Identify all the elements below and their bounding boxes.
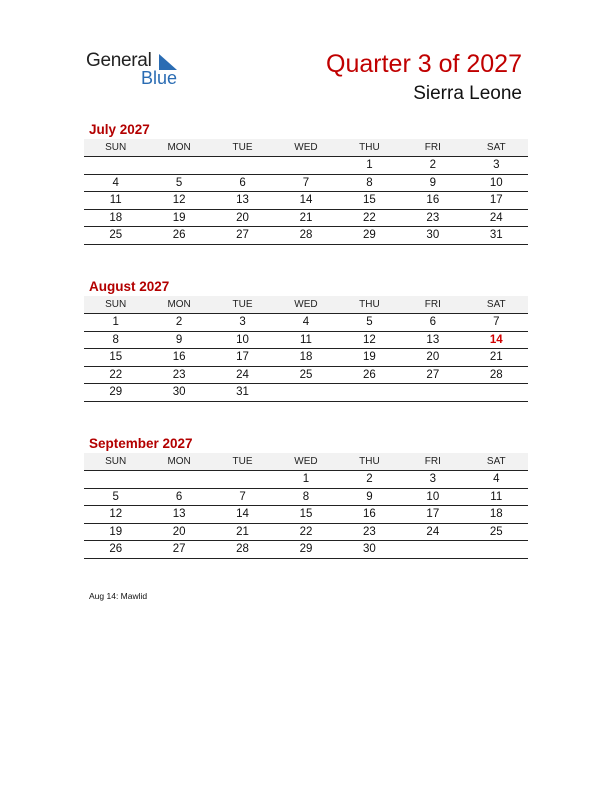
day-cell: 21 bbox=[211, 523, 274, 541]
day-cell: 8 bbox=[274, 488, 337, 506]
day-cell: 11 bbox=[274, 331, 337, 349]
week-row bbox=[84, 157, 528, 175]
day-cell: 13 bbox=[401, 331, 464, 349]
week-row bbox=[84, 384, 528, 402]
day-cell: 6 bbox=[401, 314, 464, 332]
calendar-table bbox=[84, 296, 528, 402]
day-cell: 27 bbox=[211, 227, 274, 245]
empty-day-cell bbox=[274, 384, 337, 402]
weekday-header: SUN bbox=[84, 453, 147, 471]
day-cell: 5 bbox=[338, 314, 401, 332]
week-row bbox=[84, 331, 528, 349]
day-cell: 15 bbox=[274, 506, 337, 524]
month-title: September 2027 bbox=[89, 436, 193, 451]
day-cell: 21 bbox=[465, 349, 528, 367]
day-cell: 7 bbox=[274, 174, 337, 192]
calendar-table bbox=[84, 453, 528, 559]
logo-word-blue: Blue bbox=[141, 68, 178, 88]
day-cell: 17 bbox=[465, 192, 528, 210]
day-cell: 3 bbox=[465, 157, 528, 175]
logo-word-general: General bbox=[86, 50, 152, 71]
day-cell: 3 bbox=[211, 314, 274, 332]
weekday-header: THU bbox=[338, 453, 401, 471]
day-cell: 2 bbox=[401, 157, 464, 175]
empty-day-cell bbox=[401, 384, 464, 402]
week-row bbox=[84, 174, 528, 192]
day-cell: 29 bbox=[338, 227, 401, 245]
day-cell: 10 bbox=[211, 331, 274, 349]
day-cell: 4 bbox=[274, 314, 337, 332]
empty-day-cell bbox=[147, 157, 210, 175]
day-cell: 30 bbox=[401, 227, 464, 245]
month-block-august bbox=[84, 278, 528, 402]
day-cell: 9 bbox=[401, 174, 464, 192]
weekday-header: FRI bbox=[401, 453, 464, 471]
weekday-header-row bbox=[84, 453, 528, 471]
day-cell: 2 bbox=[338, 471, 401, 489]
day-cell: 26 bbox=[338, 366, 401, 384]
day-cell: 4 bbox=[465, 471, 528, 489]
week-row bbox=[84, 192, 528, 210]
holiday-notes bbox=[89, 591, 147, 601]
day-cell: 20 bbox=[147, 523, 210, 541]
day-cell: 1 bbox=[84, 314, 147, 332]
day-cell: 11 bbox=[465, 488, 528, 506]
day-cell: 19 bbox=[84, 523, 147, 541]
day-cell: 20 bbox=[401, 349, 464, 367]
day-cell: 26 bbox=[147, 227, 210, 245]
day-cell: 7 bbox=[211, 488, 274, 506]
day-cell: 9 bbox=[147, 331, 210, 349]
weekday-header: TUE bbox=[211, 453, 274, 471]
page-title: Quarter 3 of 2027 bbox=[326, 50, 522, 78]
day-cell: 24 bbox=[465, 209, 528, 227]
weekday-header: SAT bbox=[465, 453, 528, 471]
day-cell: 17 bbox=[211, 349, 274, 367]
day-cell: 2 bbox=[147, 314, 210, 332]
weekday-header: SAT bbox=[465, 139, 528, 157]
week-row bbox=[84, 209, 528, 227]
day-cell: 24 bbox=[401, 523, 464, 541]
day-cell: 25 bbox=[274, 366, 337, 384]
day-cell: 22 bbox=[84, 366, 147, 384]
day-cell: 25 bbox=[465, 523, 528, 541]
weekday-header: MON bbox=[147, 453, 210, 471]
day-cell: 1 bbox=[274, 471, 337, 489]
empty-day-cell bbox=[84, 471, 147, 489]
day-cell: 16 bbox=[401, 192, 464, 210]
day-cell: 4 bbox=[84, 174, 147, 192]
day-cell: 13 bbox=[147, 506, 210, 524]
day-cell: 12 bbox=[147, 192, 210, 210]
day-cell: 18 bbox=[274, 349, 337, 367]
day-cell: 16 bbox=[147, 349, 210, 367]
weekday-header: SUN bbox=[84, 139, 147, 157]
weekday-header: SAT bbox=[465, 296, 528, 314]
day-cell: 11 bbox=[84, 192, 147, 210]
day-cell: 17 bbox=[401, 506, 464, 524]
weekday-header: FRI bbox=[401, 296, 464, 314]
weekday-header-row bbox=[84, 296, 528, 314]
week-row bbox=[84, 349, 528, 367]
weekday-header: WED bbox=[274, 453, 337, 471]
week-row bbox=[84, 541, 528, 559]
day-cell: 16 bbox=[338, 506, 401, 524]
day-cell: 1 bbox=[338, 157, 401, 175]
weekday-header: FRI bbox=[401, 139, 464, 157]
weekday-header: MON bbox=[147, 296, 210, 314]
weekday-header: WED bbox=[274, 139, 337, 157]
day-cell: 15 bbox=[338, 192, 401, 210]
day-cell: 23 bbox=[338, 523, 401, 541]
week-row bbox=[84, 488, 528, 506]
day-cell: 29 bbox=[274, 541, 337, 559]
day-cell: 28 bbox=[211, 541, 274, 559]
weekday-header: TUE bbox=[211, 139, 274, 157]
week-row bbox=[84, 366, 528, 384]
day-cell: 3 bbox=[401, 471, 464, 489]
weekday-header: WED bbox=[274, 296, 337, 314]
day-cell: 10 bbox=[401, 488, 464, 506]
day-cell: 12 bbox=[84, 506, 147, 524]
month-block-september bbox=[84, 435, 528, 559]
day-cell: 29 bbox=[84, 384, 147, 402]
day-cell: 27 bbox=[401, 366, 464, 384]
calendar-table bbox=[84, 139, 528, 245]
country-name: Sierra Leone bbox=[413, 83, 522, 104]
day-cell: 30 bbox=[147, 384, 210, 402]
empty-day-cell bbox=[274, 157, 337, 175]
empty-day-cell bbox=[147, 471, 210, 489]
week-row bbox=[84, 227, 528, 245]
day-cell: 31 bbox=[211, 384, 274, 402]
day-cell: 26 bbox=[84, 541, 147, 559]
weekday-header: SUN bbox=[84, 296, 147, 314]
day-cell: 8 bbox=[84, 331, 147, 349]
week-row bbox=[84, 523, 528, 541]
month-title: August 2027 bbox=[89, 279, 170, 294]
day-cell: 12 bbox=[338, 331, 401, 349]
weekday-header: MON bbox=[147, 139, 210, 157]
empty-day-cell bbox=[84, 157, 147, 175]
day-cell: 6 bbox=[147, 488, 210, 506]
day-cell: 20 bbox=[211, 209, 274, 227]
empty-day-cell bbox=[465, 541, 528, 559]
day-cell: 13 bbox=[211, 192, 274, 210]
empty-day-cell bbox=[401, 541, 464, 559]
month-block-july bbox=[84, 121, 528, 245]
day-cell: 28 bbox=[465, 366, 528, 384]
day-cell: 23 bbox=[401, 209, 464, 227]
generalblue-logo bbox=[86, 50, 196, 90]
week-row bbox=[84, 506, 528, 524]
month-title: July 2027 bbox=[89, 122, 150, 137]
day-cell: 31 bbox=[465, 227, 528, 245]
day-cell: 28 bbox=[274, 227, 337, 245]
weekday-header-row bbox=[84, 139, 528, 157]
day-cell: 8 bbox=[338, 174, 401, 192]
empty-day-cell bbox=[211, 471, 274, 489]
day-cell: 5 bbox=[84, 488, 147, 506]
day-cell: 21 bbox=[274, 209, 337, 227]
day-cell: 23 bbox=[147, 366, 210, 384]
day-cell: 7 bbox=[465, 314, 528, 332]
weekday-header: TUE bbox=[211, 296, 274, 314]
weekday-header: THU bbox=[338, 139, 401, 157]
week-row bbox=[84, 314, 528, 332]
day-cell: 30 bbox=[338, 541, 401, 559]
day-cell: 27 bbox=[147, 541, 210, 559]
day-cell: 18 bbox=[465, 506, 528, 524]
day-cell: 15 bbox=[84, 349, 147, 367]
day-cell: 19 bbox=[338, 349, 401, 367]
empty-day-cell bbox=[211, 157, 274, 175]
day-cell: 24 bbox=[211, 366, 274, 384]
holiday-note: Aug 14: Mawlid bbox=[89, 591, 148, 601]
weekday-header: THU bbox=[338, 296, 401, 314]
day-cell: 6 bbox=[211, 174, 274, 192]
day-cell: 22 bbox=[274, 523, 337, 541]
empty-day-cell bbox=[338, 384, 401, 402]
week-row bbox=[84, 471, 528, 489]
day-cell: 14 bbox=[274, 192, 337, 210]
day-cell: 19 bbox=[147, 209, 210, 227]
day-cell: 10 bbox=[465, 174, 528, 192]
day-cell: 22 bbox=[338, 209, 401, 227]
holiday-day-cell: 14 bbox=[465, 331, 528, 349]
day-cell: 14 bbox=[211, 506, 274, 524]
empty-day-cell bbox=[465, 384, 528, 402]
day-cell: 9 bbox=[338, 488, 401, 506]
day-cell: 5 bbox=[147, 174, 210, 192]
day-cell: 18 bbox=[84, 209, 147, 227]
day-cell: 25 bbox=[84, 227, 147, 245]
